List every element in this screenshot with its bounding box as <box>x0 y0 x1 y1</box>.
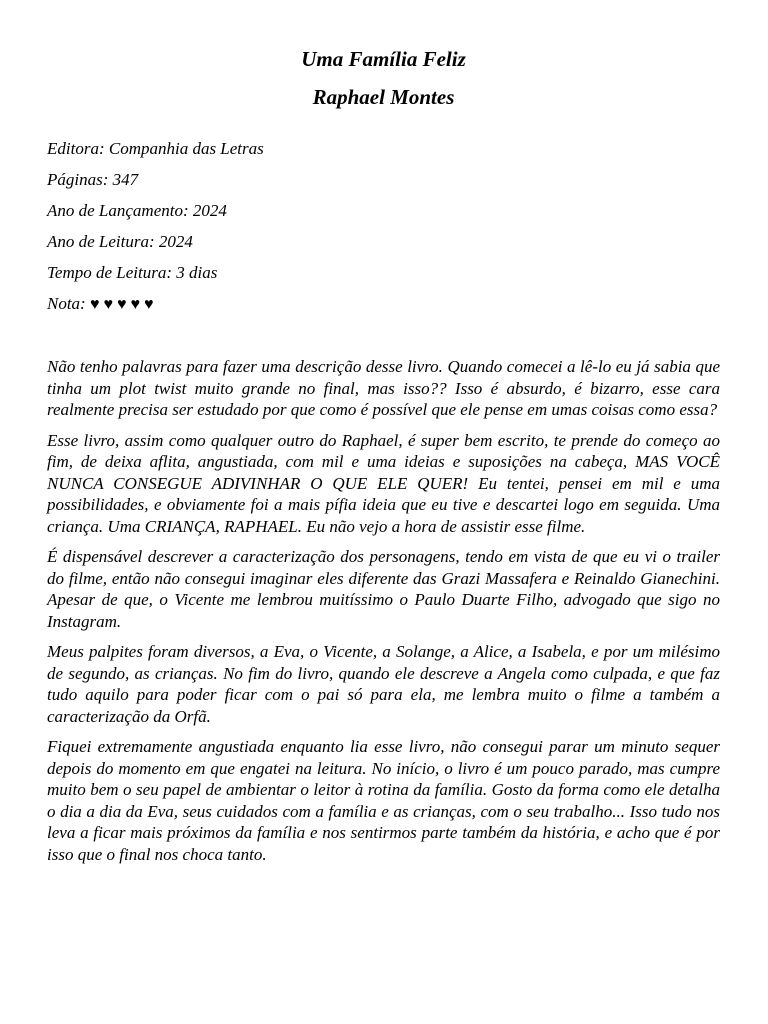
publisher-line: Editora: Companhia das Letras <box>47 139 264 158</box>
book-author: Raphael Montes <box>312 85 455 109</box>
review-body <box>47 356 720 865</box>
rating-label: Nota: <box>47 294 86 313</box>
heart-icon: ♥ <box>130 296 140 313</box>
pages-line: Páginas: 347 <box>47 170 139 189</box>
heart-icon: ♥ <box>103 296 113 313</box>
release-year-line: Ano de Lançamento: 2024 <box>47 201 227 220</box>
book-title: Uma Família Feliz <box>301 47 466 71</box>
heart-icon: ♥ <box>89 296 100 313</box>
review-paragraph: Fiquei extremamente angustiada enquanto lia esse livro, não consegui parar um minuto sequer depois do momento em que engatei na leitura. No início, o livro é um pouco parado, mas cumpre muito bem o seu papel de ambientar o leitor à rotina da família. Gosto da forma como ele detalha o dia a dia da Eva, seus cuidados com a família e as crianças, com o seu trabalho... Isso tudo nos leva a ficar mais próximos da família e nos sentirmos parte também da história, e acho que é por isso que o final nos choca tanto. <box>47 737 720 864</box>
title-block <box>47 40 720 116</box>
review-paragraph: Meus palpites foram diversos, a Eva, o Vicente, a Solange, a Alice, a Isabela, e por um milésimo de segundo, as crianças. No fim do livro, quando ele descreve a Angela como culpada, e que faz tudo aquilo para poder ficar com o pai só para ela, me lembra muito o filme a também a caracterização da Orfã. <box>47 642 720 726</box>
rating-hearts <box>90 294 158 313</box>
heart-icon: ♥ <box>116 296 127 313</box>
review-paragraph: Esse livro, assim como qualquer outro do Raphael, é super bem escrito, te prende do começo ao fim, de deixa aflita, angustiada, com mil e uma ideias e suposições na cabeça, MAS VOCÊ NUNCA CONSEGUE ADIVINHAR O QUE ELE QUER! Eu tentei, pensei em mil e uma possibilidades, e obviamente foi a mais pífia ideia que eu tive e descartei logo em seguida. Uma criança. Uma CRIANÇA, RAPHAEL. Eu não vejo a hora de assistir esse filme. <box>47 430 720 536</box>
heart-icon: ♥ <box>143 296 154 313</box>
review-paragraph: Não tenho palavras para fazer uma descrição desse livro. Quando comecei a lê-lo eu já sabia que tinha um plot twist muito grande no final, mas isso?? Isso é absurdo, é bizarro, esse cara realmente precisa ser estudado por que como é possível que ele pense em umas coisas como essa? <box>47 357 720 419</box>
reading-time-line: Tempo de Leitura: 3 dias <box>47 263 218 282</box>
book-metadata <box>47 138 720 324</box>
rating-line <box>47 293 720 324</box>
reading-year-line: Ano de Leitura: 2024 <box>47 232 193 251</box>
review-paragraph: É dispensável descrever a caracterização dos personagens, tendo em vista de que eu vi o trailer do filme, então não consegui imaginar eles diferente das Grazi Massafera e Reinaldo Gianechini. Apesar de que, o Vicente me lembrou muitíssimo o Paulo Duarte Filho, advogado que sigo no Instagram. <box>47 547 720 631</box>
